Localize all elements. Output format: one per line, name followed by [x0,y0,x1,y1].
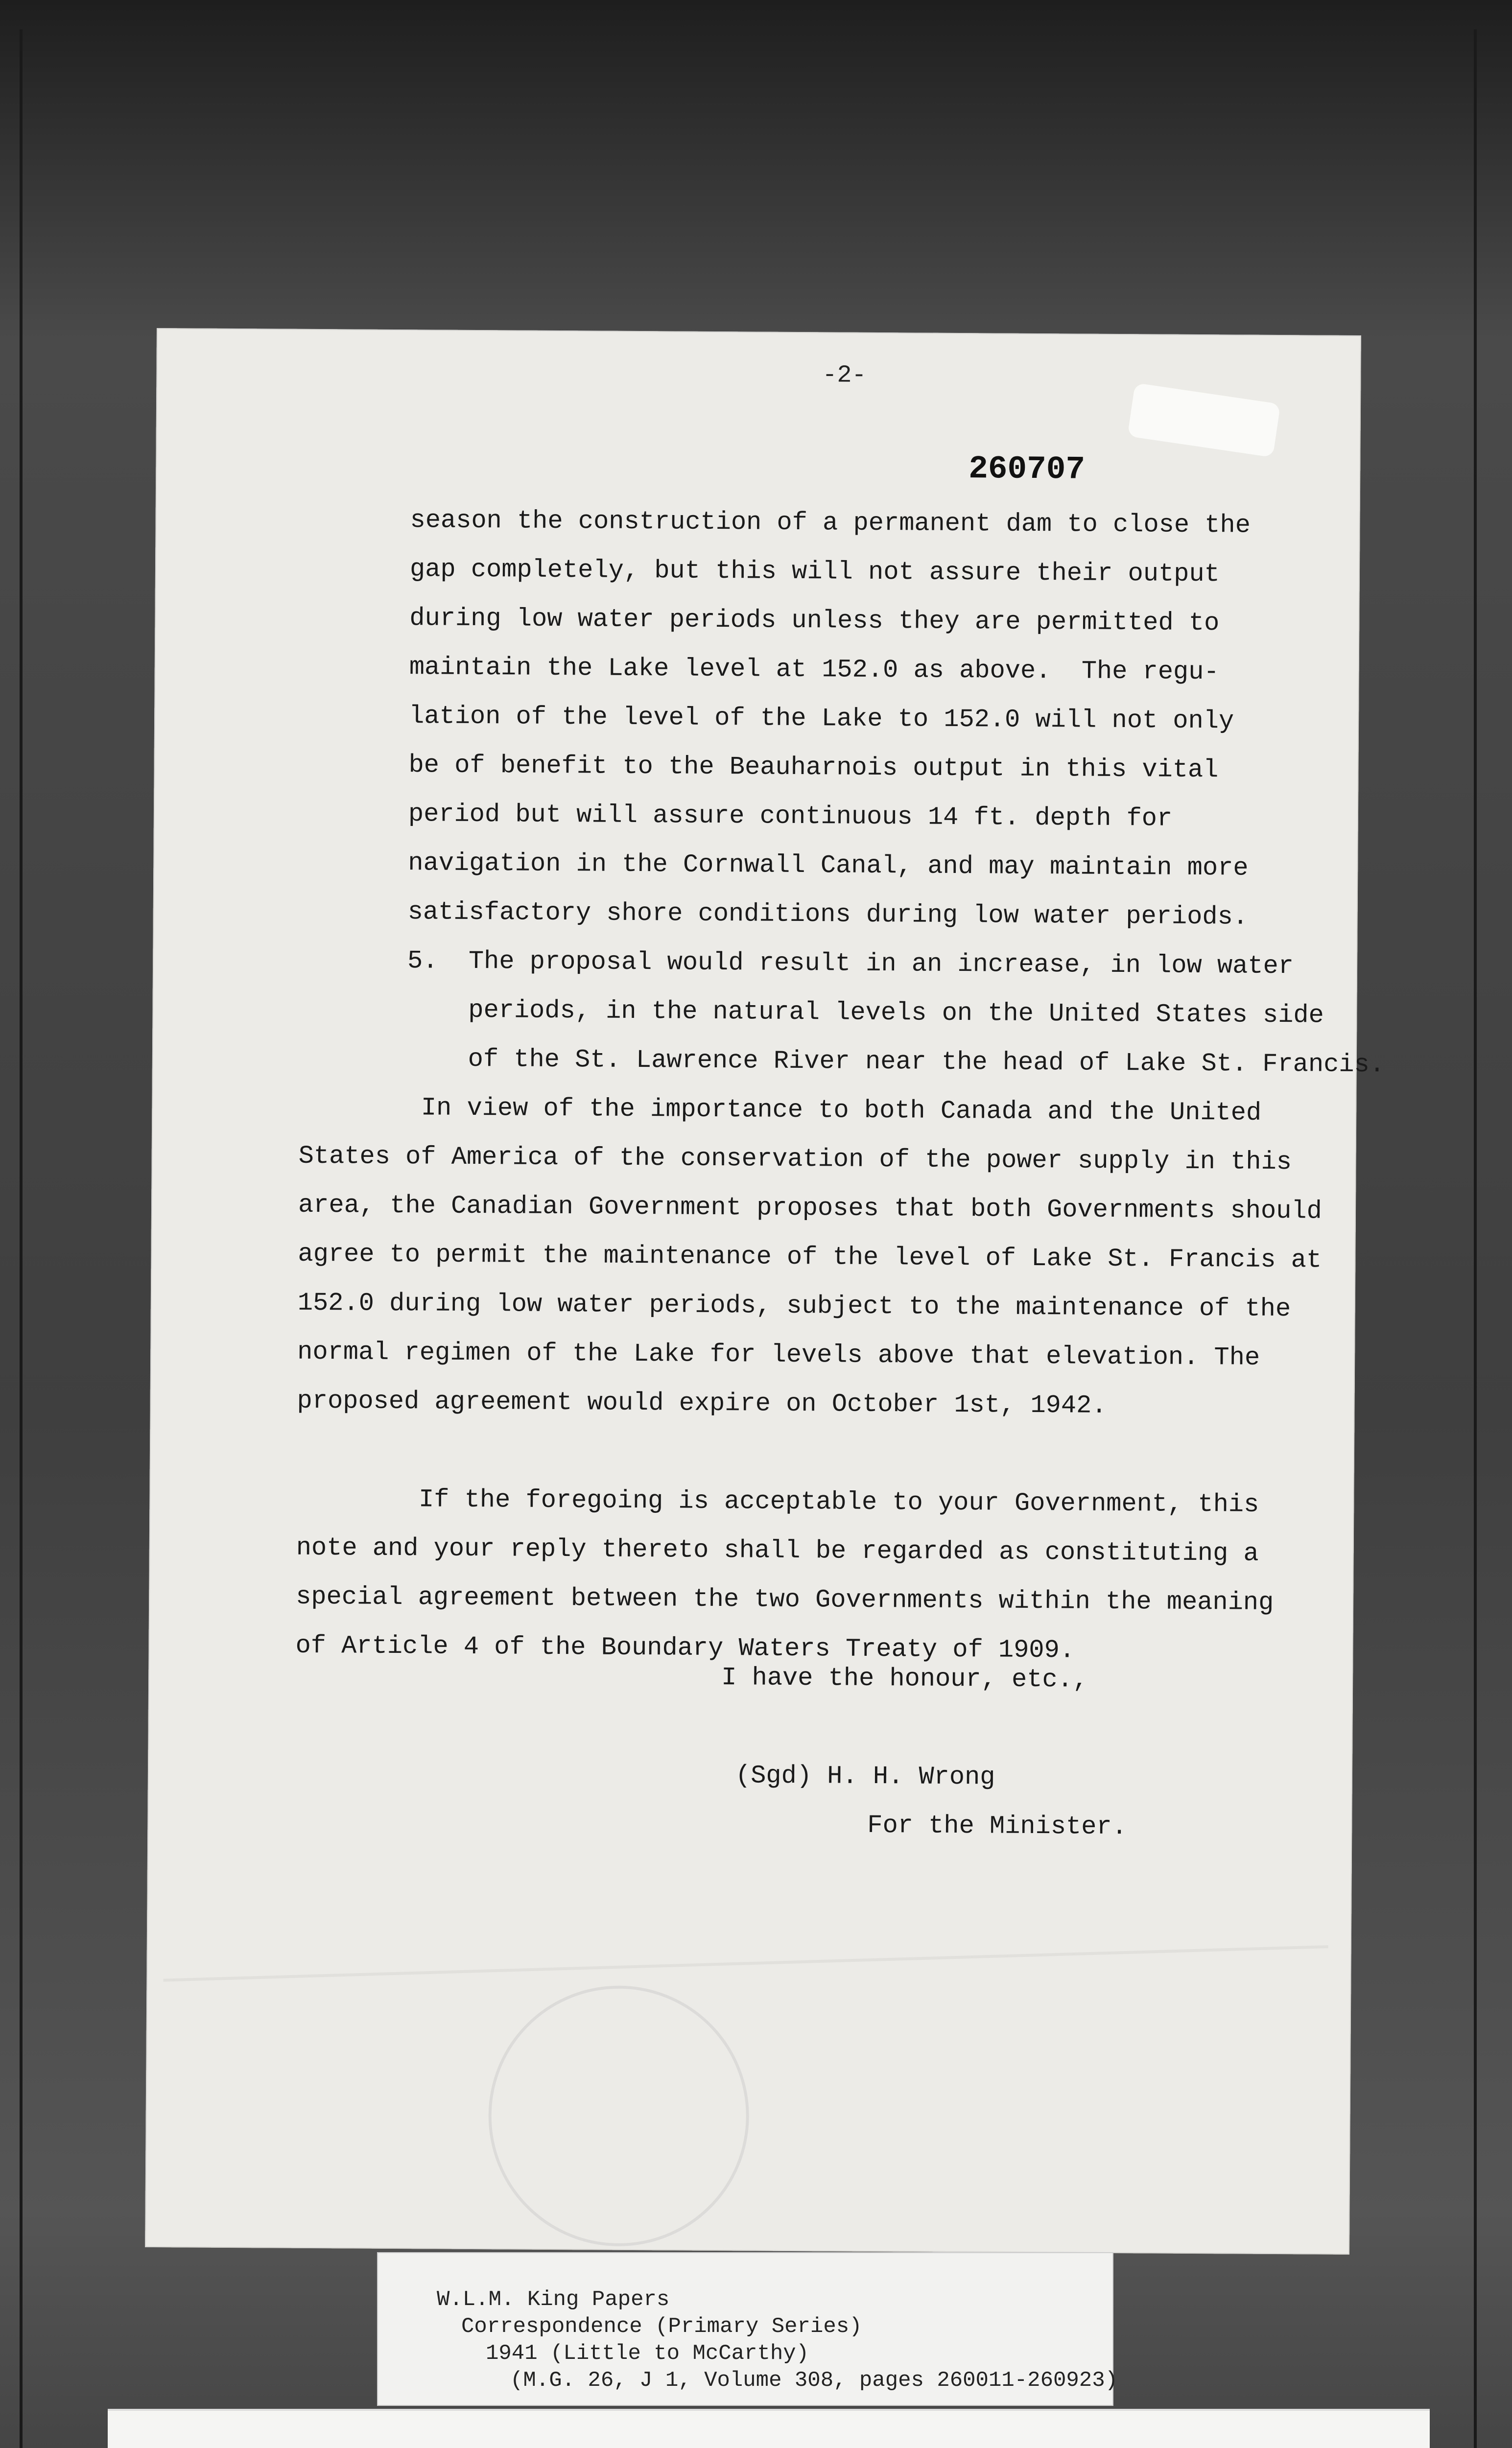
letter-paragraph-agreement: If the foregoing is acceptable to your Government, this note and your reply thereto shall be regarded as constituting a special agreement between the two Governments within the meaning of Article 4 of the Boundary Waters Treaty of 1909. [295,1484,1274,1665]
letter-closing: I have the honour, etc., [721,1663,1088,1695]
tape-mark [1127,383,1280,457]
letter-paragraph-continuation: season the construction of a permanent dam to close the gap completely, but this will not assure their output during low water periods unless they are permitted to maintain the Lake level at 152.0 as above. The regu- lation of the level of the Lake to 152.0 will not only be of benefit to the Beauharnois output in this vital period but will assure continuous 14 ft. depth for navigation in the Cornwall Canal, and may maintain more satisfactory shore conditions during low water periods. [407,506,1251,932]
label-line: Correspondence (Primary Series) [461,2314,862,2339]
bleed-through-handwriting [161,1847,1328,1981]
collection-label-card [377,2252,1118,2406]
letter-signature: (Sgd) H. H. Wrong [735,1761,995,1792]
label-line: (M.G. 26, J 1, Volume 308, pages 260011-260923) [510,2368,1118,2393]
label-line: W.L.M. King Papers [437,2287,670,2312]
signature-title: For the Minister. [867,1811,1128,1842]
letter-paragraph-item-5: 5. The proposal would result in an increase, in low water periods, in the natural levels on the United States side of the St. Lawrence River near the head of Lake St. Francis. [406,946,1385,1080]
label-line: 1941 (Little to McCarthy) [486,2341,809,2366]
letter-page [145,328,1385,2255]
film-edge-right [1474,29,1477,2448]
document-number: 260707 [969,450,1086,488]
page-number: -2- [822,361,867,390]
letter-paragraph-proposal: In view of the importance to both Canada and the United States of America of the conservation of the power supply in this area, the Canadian Government proposes that both Governments should agree to permit the maintenance of the level of Lake St. Francis at 152.0 during low water periods, subject to the maintenance of the normal regimen of the Lake for levels above that elevation. The proposed agreement would expire on October 1st, 1942. [297,1092,1322,1420]
bleed-through-seal [488,1985,750,2247]
archives-banner [108,2409,1430,2448]
film-edge-left [20,29,23,2448]
